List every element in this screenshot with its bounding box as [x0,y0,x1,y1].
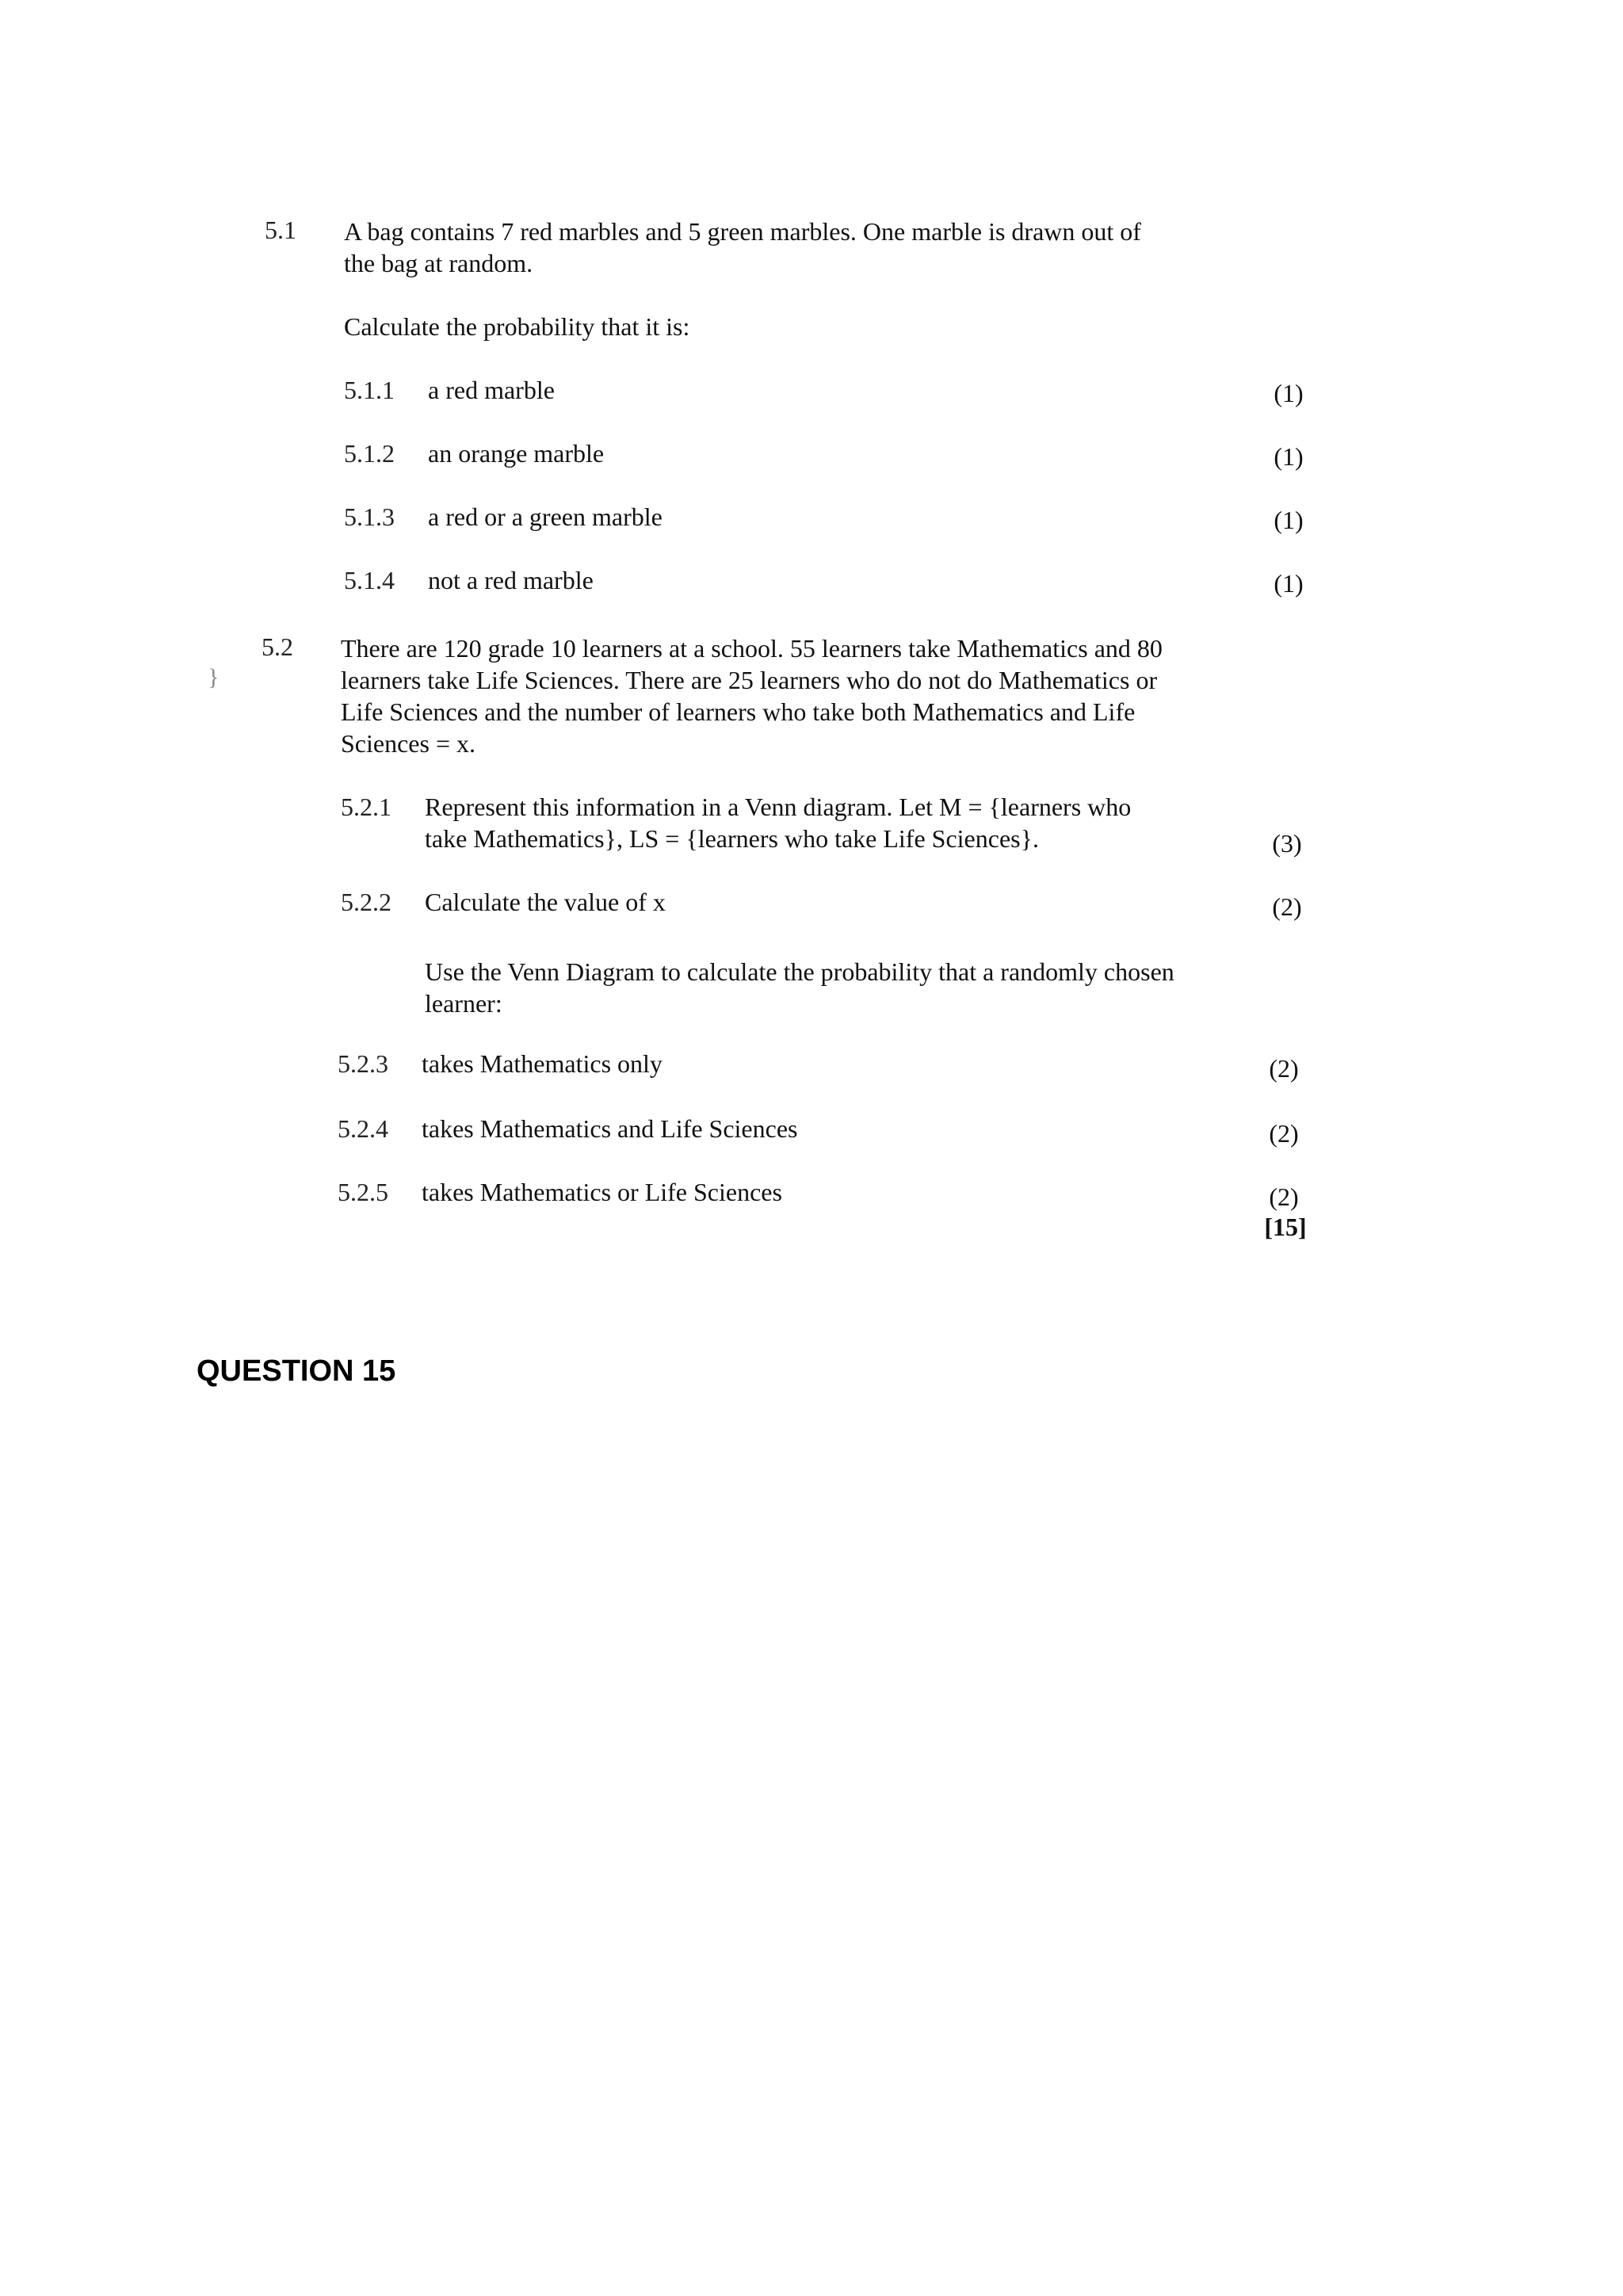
sub-question-text: take Mathematics}, LS = {learners who take Life Sciences}. [425,824,1039,853]
question-text: There are 120 grade 10 learners at a school. 55 learners take Mathematics and 80 [341,634,1163,663]
sub-question-number: 5.2.1 [341,793,391,821]
instruction-text: learner: [425,989,502,1018]
sub-question-number: 5.1.2 [344,439,395,468]
sub-question-number: 5.2.2 [341,888,391,916]
question-number: 5.1 [265,216,296,244]
question-text: Sciences = x. [341,729,475,758]
question-heading: QUESTION 15 [197,1354,396,1388]
mark-allocation: (1) [1274,506,1304,534]
mark-allocation: (3) [1272,829,1302,858]
sub-question-number: 5.1.4 [344,566,395,594]
sub-question-number: 5.2.4 [338,1114,388,1143]
sub-question-text: takes Mathematics or Life Sciences [422,1178,782,1206]
mark-allocation: (2) [1269,1054,1299,1083]
question-number: 5.2 [262,632,293,661]
question-text: learners take Life Sciences. There are 25 learners who do not do Mathematics or [341,666,1158,694]
mark-allocation: (1) [1274,379,1304,407]
sub-question-text: not a red marble [428,566,594,594]
scan-artifact: } [208,664,220,690]
question-text: A bag contains 7 red marbles and 5 green marbles. One marble is drawn out of [344,217,1141,246]
mark-allocation: (1) [1274,442,1304,471]
sub-question-text: Represent this information in a Venn diagram. Let M = {learners who [425,793,1132,821]
question-text: Life Sciences and the number of learners who take both Mathematics and Life [341,697,1136,726]
sub-question-text: takes Mathematics only [422,1049,663,1078]
sub-question-number: 5.1.1 [344,376,395,404]
sub-question-text: a red or a green marble [428,502,663,531]
sub-question-number: 5.2.3 [338,1049,388,1078]
mark-allocation: (2) [1272,892,1302,921]
mark-allocation: (1) [1274,569,1304,598]
sub-question-text: an orange marble [428,439,605,468]
mark-allocation: (2) [1269,1119,1299,1148]
mark-allocation: (2) [1269,1182,1299,1211]
sub-question-number: 5.1.3 [344,502,395,531]
question-text: the bag at random. [344,249,533,277]
sub-question-text: takes Mathematics and Life Sciences [422,1114,798,1143]
total-marks: [15] [1264,1213,1307,1241]
instruction-text: Use the Venn Diagram to calculate the probability that a randomly chosen [425,957,1174,986]
sub-question-number: 5.2.5 [338,1178,388,1206]
sub-question-text: a red marble [428,376,555,404]
sub-question-text: Calculate the value of x [425,888,666,916]
instruction-text: Calculate the probability that it is: [344,312,690,341]
